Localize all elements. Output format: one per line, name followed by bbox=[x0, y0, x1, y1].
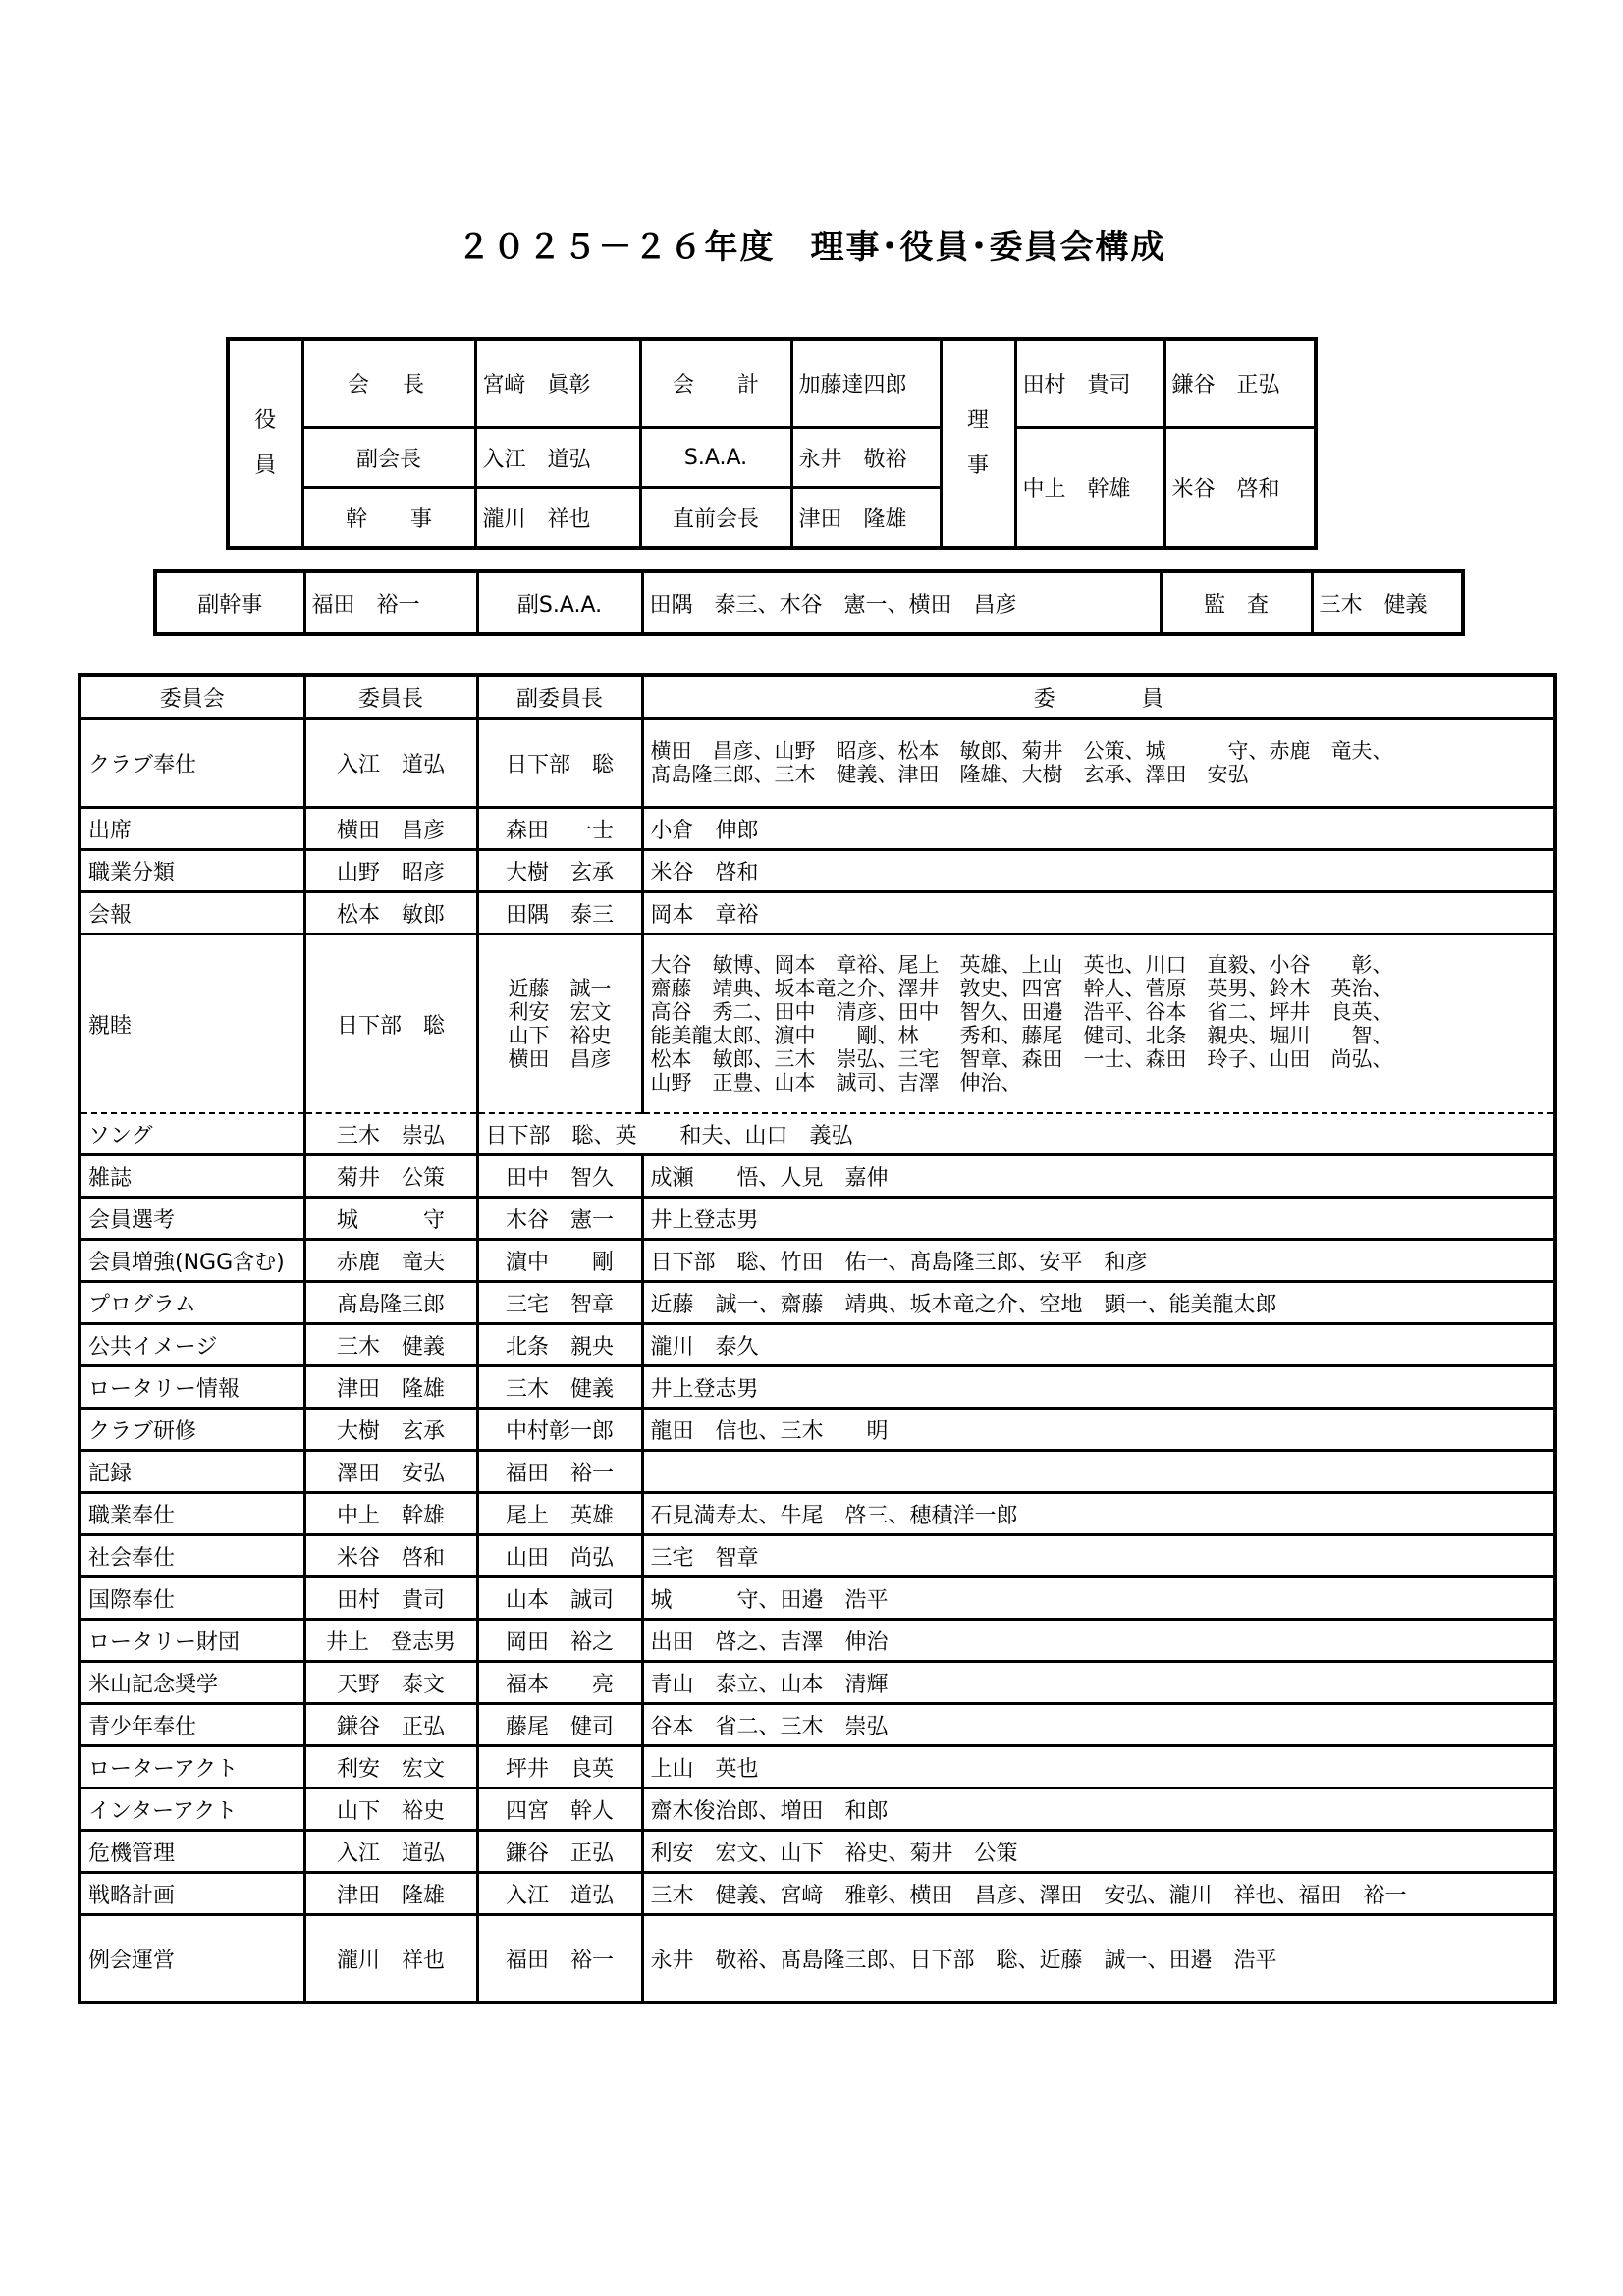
committee-members bbox=[642, 808, 1555, 850]
committee-vice-and-members: 日下部 聡、英 和夫、山口 義弘 bbox=[477, 1113, 1555, 1155]
member-line: 井上登志男 bbox=[650, 1207, 759, 1233]
committee-vice-chair: 福田 裕一 bbox=[477, 1451, 642, 1493]
auditor-label: 監 査 bbox=[1161, 571, 1312, 634]
director-name: 中上 幹雄 bbox=[1015, 428, 1164, 549]
committee-row bbox=[80, 1324, 1555, 1366]
committee-name: 職業分類 bbox=[80, 850, 304, 892]
committee-row bbox=[80, 1789, 1555, 1831]
member-line: 谷本 省二、三木 崇弘 bbox=[650, 1714, 889, 1739]
member-line: 米谷 啓和 bbox=[650, 860, 759, 885]
member-line: 髙島隆三郎、三木 健義、津田 隆雄、大樹 玄承、澤田 安弘 bbox=[650, 763, 1249, 786]
committee-members bbox=[642, 1746, 1555, 1789]
committee-row bbox=[80, 1198, 1555, 1240]
committee-chair: 澤田 安弘 bbox=[304, 1451, 477, 1493]
officer-name: 津田 隆雄 bbox=[791, 488, 941, 549]
header-members: 委 員 bbox=[642, 675, 1555, 719]
committee-members bbox=[642, 1831, 1555, 1873]
member-line: 山野 正豊、山本 誠司、吉澤 伸治、 bbox=[650, 1071, 1022, 1095]
committee-name: 記録 bbox=[80, 1451, 304, 1493]
committee-row bbox=[80, 1746, 1555, 1789]
committee-chair: 菊井 公策 bbox=[304, 1155, 477, 1198]
committee-members bbox=[642, 934, 1555, 1114]
committee-name: インターアクト bbox=[80, 1789, 304, 1831]
vice-chair-name: 利安 宏文 bbox=[508, 1000, 612, 1024]
officer-name: 永井 敬裕 bbox=[791, 428, 941, 488]
officer-role: S.A.A. bbox=[640, 428, 791, 488]
committee-members bbox=[642, 1620, 1555, 1662]
committee-members bbox=[642, 1366, 1555, 1409]
member-line: 青山 泰立、山本 清輝 bbox=[650, 1672, 889, 1697]
officers-row bbox=[228, 428, 1316, 488]
vice-secretary-name: 福田 裕一 bbox=[304, 571, 477, 634]
committee-name: プログラム bbox=[80, 1282, 304, 1324]
committee-chair: 三木 崇弘 bbox=[304, 1113, 477, 1155]
committee-members bbox=[642, 1915, 1555, 2003]
committee-row bbox=[80, 1113, 1555, 1155]
officer-name: 入江 道弘 bbox=[475, 428, 640, 488]
committee-chair: 城 守 bbox=[304, 1198, 477, 1240]
committee-name: 青少年奉仕 bbox=[80, 1704, 304, 1746]
member-line: 能美龍太郎、濵中 剛、林 秀和、藤尾 健司、北条 親央、堀川 智、 bbox=[650, 1024, 1393, 1047]
vice-chair-name: 近藤 誠一 bbox=[508, 977, 612, 1000]
committee-chair: 井上 登志男 bbox=[304, 1620, 477, 1662]
committee-vice-chair: 入江 道弘 bbox=[477, 1873, 642, 1915]
committee-members bbox=[642, 1704, 1555, 1746]
committee-name: 雑誌 bbox=[80, 1155, 304, 1198]
committee-name: 公共イメージ bbox=[80, 1324, 304, 1366]
committee-chair: 髙島隆三郎 bbox=[304, 1282, 477, 1324]
committee-chair: 米谷 啓和 bbox=[304, 1535, 477, 1577]
vice-saa-label: 副S.A.A. bbox=[477, 571, 642, 634]
officer-name: 瀧川 祥也 bbox=[475, 488, 640, 549]
committee-members bbox=[642, 1662, 1555, 1704]
member-line: 城 守、田邉 浩平 bbox=[650, 1587, 889, 1613]
committee-name: ソング bbox=[80, 1113, 304, 1155]
committee-name: ローターアクト bbox=[80, 1746, 304, 1789]
committee-members bbox=[642, 1873, 1555, 1915]
committee-members bbox=[642, 892, 1555, 934]
officer-name: 加藤達四郎 bbox=[791, 339, 941, 428]
member-line: 永井 敬裕、髙島隆三郎、日下部 聡、近藤 誠一、田邉 浩平 bbox=[650, 1948, 1277, 1973]
committee-row bbox=[80, 892, 1555, 934]
header-vice-chair: 副委員長 bbox=[477, 675, 642, 719]
committee-row bbox=[80, 808, 1555, 850]
committee-vice-chair: 山本 誠司 bbox=[477, 1577, 642, 1620]
committee-members bbox=[642, 1324, 1555, 1366]
committee-row bbox=[80, 1409, 1555, 1451]
director-name: 田村 貴司 bbox=[1015, 339, 1164, 428]
committee-vice-chair: 四宮 幹人 bbox=[477, 1789, 642, 1831]
committee-name: 国際奉仕 bbox=[80, 1577, 304, 1620]
member-line: 齋木俊治郎、増田 和郎 bbox=[650, 1798, 889, 1824]
committee-name: 会員増強(NGG含む) bbox=[80, 1240, 304, 1282]
officer-role: 会 長 bbox=[302, 339, 475, 428]
committee-members bbox=[642, 1155, 1555, 1198]
committee-vice-chair: 三木 健義 bbox=[477, 1366, 642, 1409]
committee-row bbox=[80, 1282, 1555, 1324]
committee-row bbox=[80, 934, 1555, 1114]
committee-vice-chair: 中村彰一郎 bbox=[477, 1409, 642, 1451]
committee-members bbox=[642, 850, 1555, 892]
committee-name: 出席 bbox=[80, 808, 304, 850]
committee-members bbox=[642, 1789, 1555, 1831]
member-line: 石見満寿太、牛尾 啓三、穂積洋一郎 bbox=[650, 1503, 1018, 1528]
member-line: 三宅 智章 bbox=[650, 1545, 759, 1571]
officer-role: 副会長 bbox=[302, 428, 475, 488]
directors-label: 理 事 bbox=[941, 339, 1015, 548]
committee-name: 親睦 bbox=[80, 934, 304, 1114]
director-name: 米谷 啓和 bbox=[1164, 428, 1316, 549]
officer-role: 直前会長 bbox=[640, 488, 791, 549]
committee-members bbox=[642, 1409, 1555, 1451]
committee-vice-chair: 森田 一士 bbox=[477, 808, 642, 850]
committee-name: ロータリー情報 bbox=[80, 1366, 304, 1409]
committee-chair: 山野 昭彦 bbox=[304, 850, 477, 892]
committee-chair: 山下 裕史 bbox=[304, 1789, 477, 1831]
committee-row bbox=[80, 1577, 1555, 1620]
committee-row bbox=[80, 1366, 1555, 1409]
member-line: 松本 敏郎、三木 崇弘、三宅 智章、森田 一士、森田 玲子、山田 尚弘、 bbox=[650, 1047, 1393, 1071]
committee-vice-chair: 福田 裕一 bbox=[477, 1915, 642, 2003]
committee-members bbox=[642, 719, 1555, 808]
officers-row bbox=[228, 339, 1316, 428]
committee-members bbox=[642, 1577, 1555, 1620]
member-line: 瀧川 泰久 bbox=[650, 1334, 759, 1360]
committee-chair: 利安 宏文 bbox=[304, 1746, 477, 1789]
committee-chair: 瀧川 祥也 bbox=[304, 1915, 477, 2003]
member-line: 横田 昌彦、山野 昭彦、松本 敏郎、菊井 公策、城 守、赤鹿 竜夫、 bbox=[650, 739, 1393, 763]
committee-row bbox=[80, 1704, 1555, 1746]
committee-name: クラブ奉仕 bbox=[80, 719, 304, 808]
committee-vice-chair: 藤尾 健司 bbox=[477, 1704, 642, 1746]
committee-vice-chair: 田隅 泰三 bbox=[477, 892, 642, 934]
committee-row bbox=[80, 850, 1555, 892]
committee-name: 米山記念奨学 bbox=[80, 1662, 304, 1704]
vice-chair-name: 山下 裕史 bbox=[508, 1024, 612, 1047]
officers-group-label: 役 員 bbox=[228, 339, 302, 548]
committee-vice-chair: 三宅 智章 bbox=[477, 1282, 642, 1324]
committee-row bbox=[80, 1535, 1555, 1577]
officer-name: 宮﨑 眞彰 bbox=[475, 339, 640, 428]
committee-chair: 入江 道弘 bbox=[304, 1831, 477, 1873]
committee-vice-chair: 福本 亮 bbox=[477, 1662, 642, 1704]
committee-row bbox=[80, 1493, 1555, 1535]
committee-row bbox=[80, 1451, 1555, 1493]
committee-vice-chair: 山田 尚弘 bbox=[477, 1535, 642, 1577]
committee-row bbox=[80, 1831, 1555, 1873]
committee-chair: 日下部 聡 bbox=[304, 934, 477, 1114]
committee-members bbox=[642, 1282, 1555, 1324]
committee-row bbox=[80, 1873, 1555, 1915]
committee-vice-chair: 大樹 玄承 bbox=[477, 850, 642, 892]
member-line: 上山 英也 bbox=[650, 1756, 759, 1782]
committee-name: 戦略計画 bbox=[80, 1873, 304, 1915]
member-line: 三木 健義、宮﨑 雅彰、横田 昌彦、澤田 安弘、瀧川 祥也、福田 裕一 bbox=[650, 1883, 1407, 1908]
header-chair: 委員長 bbox=[304, 675, 477, 719]
committee-vice-chair: 北条 親央 bbox=[477, 1324, 642, 1366]
member-line: 利安 宏文、山下 裕史、菊井 公策 bbox=[650, 1841, 1018, 1866]
member-line: 井上登志男 bbox=[650, 1376, 759, 1402]
officer-role: 会 計 bbox=[640, 339, 791, 428]
committee-chair: 天野 泰文 bbox=[304, 1662, 477, 1704]
committee-row bbox=[80, 719, 1555, 808]
committee-vice-chair: 田中 智久 bbox=[477, 1155, 642, 1198]
committees-header-row bbox=[80, 675, 1555, 719]
officers-table bbox=[226, 337, 1318, 550]
committee-chair: 入江 道弘 bbox=[304, 719, 477, 808]
committee-chair: 大樹 玄承 bbox=[304, 1409, 477, 1451]
sub-officers-row bbox=[155, 571, 1463, 634]
vice-saa-names: 田隅 泰三、木谷 憲一、横田 昌彦 bbox=[642, 571, 1161, 634]
committee-vice-chair: 濵中 剛 bbox=[477, 1240, 642, 1282]
committee-name: クラブ研修 bbox=[80, 1409, 304, 1451]
committee-chair: 松本 敏郎 bbox=[304, 892, 477, 934]
member-line: 小倉 伸郎 bbox=[650, 818, 759, 843]
member-line: 出田 啓之、吉澤 伸治 bbox=[650, 1629, 889, 1655]
committee-chair: 津田 隆雄 bbox=[304, 1873, 477, 1915]
committee-chair: 三木 健義 bbox=[304, 1324, 477, 1366]
member-line: 大谷 敏博、岡本 章裕、尾上 英雄、上山 英也、川口 直毅、小谷 彰、 bbox=[650, 953, 1393, 977]
committee-vice-chair: 日下部 聡 bbox=[477, 719, 642, 808]
auditor-name: 三木 健義 bbox=[1312, 571, 1463, 634]
committees-body bbox=[80, 675, 1555, 2002]
page-title: ２０２５－２６年度 理事･役員･委員会構成 bbox=[457, 228, 1166, 267]
committee-members bbox=[642, 1493, 1555, 1535]
committee-vice-chair: 木谷 憲一 bbox=[477, 1198, 642, 1240]
committee-vice-chairs bbox=[477, 934, 642, 1114]
committee-name: 会報 bbox=[80, 892, 304, 934]
sub-officers-table bbox=[153, 569, 1465, 636]
member-line: 高谷 秀二、田中 清彦、田中 智久、田邉 浩平、谷本 省二、坪井 良英、 bbox=[650, 1000, 1393, 1024]
member-line: 近藤 誠一、齋藤 靖典、坂本竜之介、空地 顕一、能美龍太郎 bbox=[650, 1292, 1277, 1317]
officer-role: 幹 事 bbox=[302, 488, 475, 549]
committee-members bbox=[642, 1240, 1555, 1282]
committee-row bbox=[80, 1155, 1555, 1198]
committee-vice-chair: 坪井 良英 bbox=[477, 1746, 642, 1789]
committee-members bbox=[642, 1198, 1555, 1240]
committee-row bbox=[80, 1240, 1555, 1282]
committees-table bbox=[78, 673, 1557, 2004]
vice-secretary-label: 副幹事 bbox=[155, 571, 304, 634]
director-name: 鎌谷 正弘 bbox=[1164, 339, 1316, 428]
member-line: 岡本 章裕 bbox=[650, 902, 759, 928]
vice-chair-name: 横田 昌彦 bbox=[508, 1047, 612, 1071]
member-line: 齋藤 靖典、坂本竜之介、澤井 敦史、四宮 幹人、菅原 英男、鈴木 英治、 bbox=[650, 977, 1393, 1000]
committee-row bbox=[80, 1915, 1555, 2003]
committee-chair: 津田 隆雄 bbox=[304, 1366, 477, 1409]
committee-chair: 横田 昌彦 bbox=[304, 808, 477, 850]
committee-name: 危機管理 bbox=[80, 1831, 304, 1873]
member-line: 日下部 聡、竹田 佑一、髙島隆三郎、安平 和彦 bbox=[650, 1250, 1148, 1275]
committee-vice-chair: 鎌谷 正弘 bbox=[477, 1831, 642, 1873]
committee-members bbox=[642, 1535, 1555, 1577]
committee-chair: 田村 貴司 bbox=[304, 1577, 477, 1620]
committee-vice-chair: 尾上 英雄 bbox=[477, 1493, 642, 1535]
member-line: 成瀬 悟、人見 嘉伸 bbox=[650, 1165, 889, 1191]
committee-chair: 鎌谷 正弘 bbox=[304, 1704, 477, 1746]
committee-chair: 赤鹿 竜夫 bbox=[304, 1240, 477, 1282]
member-line: 龍田 信也、三木 明 bbox=[650, 1418, 889, 1444]
committee-name: ロータリー財団 bbox=[80, 1620, 304, 1662]
committee-row bbox=[80, 1620, 1555, 1662]
committee-name: 職業奉仕 bbox=[80, 1493, 304, 1535]
committee-name: 会員選考 bbox=[80, 1198, 304, 1240]
committee-row bbox=[80, 1662, 1555, 1704]
committee-vice-chair: 岡田 裕之 bbox=[477, 1620, 642, 1662]
header-committee: 委員会 bbox=[80, 675, 304, 719]
committee-chair: 中上 幹雄 bbox=[304, 1493, 477, 1535]
committee-name: 例会運営 bbox=[80, 1915, 304, 2003]
committee-name: 社会奉仕 bbox=[80, 1535, 304, 1577]
committee-members bbox=[642, 1451, 1555, 1493]
